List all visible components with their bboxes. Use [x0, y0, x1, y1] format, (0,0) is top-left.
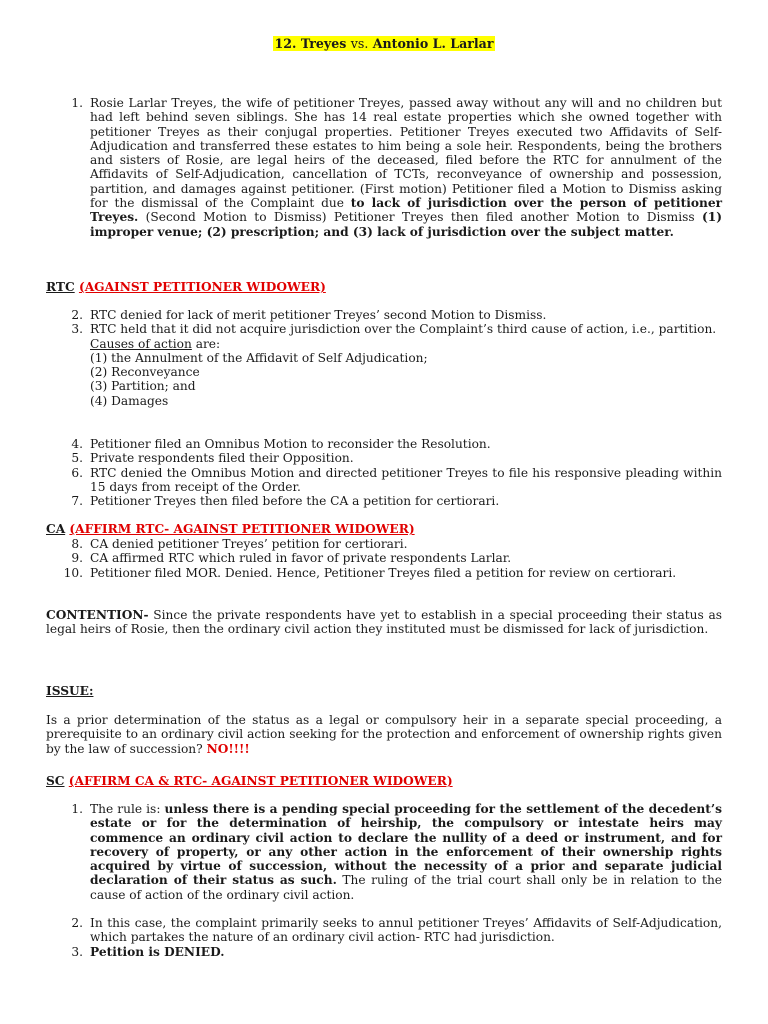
list-item: 3. RTC held that it did not acquire jurisdiction over the Complaint’s third cause of action, i.e., partition. [71, 322, 717, 337]
rtc-heading: RTC (AGAINST PETITIONER WIDOWER) [46, 280, 326, 294]
list-item: 9. CA affirmed RTC which ruled in favor of private respondents Larlar. [71, 551, 512, 566]
case-title-highlight [273, 36, 496, 51]
list-item: 6. RTC denied the Omnibus Motion and directed petitioner Treyes to file his responsive pleading within 15 days from receipt of the Order. [71, 465, 722, 494]
causes-of-action: Causes of action are: (1) the Annulment of the Affidavit of Self Adjudication; (2) Reconveyance (3) Partition; and (4) Damages [46, 337, 722, 408]
contention-paragraph: CONTENTION- Since the private respondents have yet to establish in a special proceeding their status as legal heirs of Rosie, then the ordinary civil action they instituted must be dismissed for lack of jurisdiction. [46, 608, 722, 637]
party-petitioner: Treyes [300, 36, 347, 51]
case-title [0, 36, 768, 51]
cause-item: (4) Damages [90, 393, 169, 408]
versus: vs. [350, 36, 369, 51]
list-item: 1. The rule is: unless there is a pending special proceeding for the settlement of the decedent’s estate or for the determination of heirship, the compulsory or intestate heirs may commence an ordinary civil action to declare the nullity of a deed or instrument, and for recovery of property, or any other action in the enforcement of their ownership rights acquired by virtue of succession, without the necessity of a prior and separate judicial declaration of their status as such. The ruling of the trial court shall only be in relation to the cause of action of the ordinary civil action. [71, 802, 723, 902]
cause-item: (1) the Annulment of the Affidavit of Self Adjudication; [90, 350, 428, 365]
list-item: 3. Petition is DENIED. [71, 944, 225, 959]
sc-heading: SC (AFFIRM CA & RTC- AGAINST PETITIONER WIDOWER) [46, 774, 453, 788]
sc-ruling-2 [46, 916, 722, 959]
issue-paragraph: Is a prior determination of the status as a legal or compulsory heir in a separate special proceeding, a prerequisite to an ordinary civil action seeking for the protection and enforcement of ownership rights given by the law of succession? NO!!!! [46, 713, 722, 756]
list-item: 1. Rosie Larlar Treyes, the wife of petitioner Treyes, passed away without any will and no children but had left behind seven siblings. She has 14 real estate properties which she owned together with petitioner Treyes as their conjugal properties. Petitioner Treyes executed two Affidavits of Self- Adjudication and transferred these estates to him being a sole heir. Respondents, being the brothers and sisters of Rosie, are legal heirs of the deceased, filed before the RTC for annulment of the Affidavits of Self-Adjudication, cancellation of TCTs, reconveyance of ownership and possession, partition, and damages against petitioner. (First motion) Petitioner filed a Motion to Dismiss asking for the dismissal of the Complaint due to lack of jurisdiction over the person of petitioner Treyes. (Second Motion to Dismiss) Petitioner Treyes then filed another Motion to Dismiss (1) improper venue; (2) prescription; and (3) lack of jurisdiction over the subject matter. [71, 96, 722, 239]
list-item: 5. Private respondents filed their Opposition. [71, 451, 354, 466]
cause-item: (2) Reconveyance [90, 365, 200, 380]
list-item: 2. In this case, the complaint primarily seeks to annul petitioner Treyes’ Affidavits of Self-Adjudication, which partakes the nature of an ordinary civil action- RTC had jurisdiction. [71, 916, 722, 945]
ca-section [46, 537, 722, 580]
list-item: 2. RTC denied for lack of merit petitioner Treyes’ second Motion to Dismiss. [71, 308, 547, 322]
rtc-section [46, 308, 722, 408]
party-respondent: Antonio L. Larlar [372, 36, 494, 51]
sc-ruling-1 [46, 802, 722, 902]
facts-section [46, 96, 722, 239]
list-item: 4. Petitioner filed an Omnibus Motion to reconsider the Resolution. [71, 437, 491, 451]
ca-heading: CA (AFFIRM RTC- AGAINST PETITIONER WIDOWER) [46, 522, 415, 536]
list-item: 8. CA denied petitioner Treyes’ petition for certiorari. [71, 537, 408, 551]
case-number: 12. [274, 36, 297, 51]
cause-item: (3) Partition; and [90, 379, 196, 394]
issue-heading: ISSUE: [46, 684, 94, 698]
list-item: 7. Petitioner Treyes then filed before the CA a petition for certiorari. [71, 494, 500, 509]
list-item: 10. Petitioner filed MOR. Denied. Hence, Petitioner Treyes filed a petition for review on certiorari. [63, 565, 677, 580]
rtc-section-continued [46, 437, 722, 508]
